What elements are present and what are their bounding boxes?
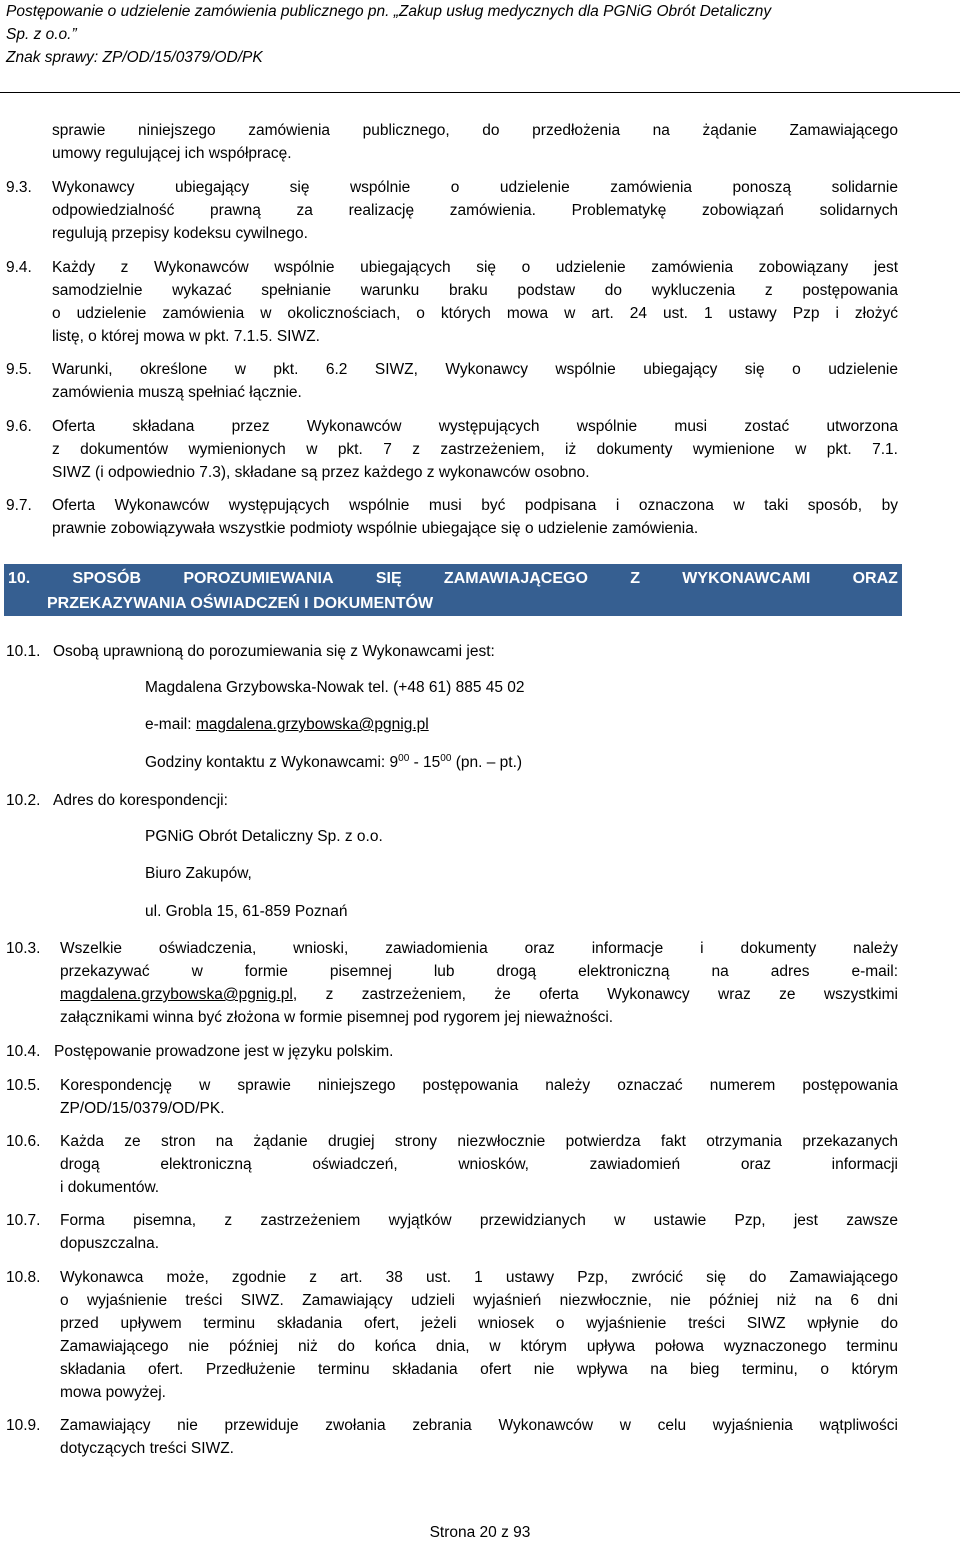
paragraph-number: 10.7. <box>6 1212 41 1229</box>
text-line: Każdy z Wykonawców wspólnie ubiegających się o udzielenie zamówienia zobowiązany jest <box>52 259 898 276</box>
email-label: e-mail: <box>145 716 196 733</box>
header-case-number: Znak sprawy: ZP/OD/15/0379/OD/PK <box>6 49 263 66</box>
header-title-line1: Postępowanie o udzielenie zamówienia publicznego pn. „Zakup usług medycznych dla PGNiG Obrót Detaliczny <box>6 3 772 20</box>
email-link[interactable]: magdalena.grzybowska@pgnig.pl <box>60 986 293 1003</box>
text-line: mowa powyżej. <box>60 1384 166 1401</box>
paragraph-number: 10.5. <box>6 1077 41 1094</box>
paragraph-10-3 <box>6 937 898 1029</box>
paragraph-9-3 <box>6 176 898 245</box>
paragraph-10-6 <box>6 1130 898 1199</box>
paragraph-number: 9.6. <box>6 418 32 435</box>
text-line: załącznikami winna być złożona w formie pisemnej pod rygorem jej nieważności. <box>60 1009 614 1026</box>
paragraph-9-6 <box>6 415 898 484</box>
paragraph-9-5 <box>6 358 898 404</box>
text-line: Warunki, określone w pkt. 6.2 SIWZ, Wykonawcy wspólnie ubiegający się o udzielenie <box>52 361 898 378</box>
text-line: z dokumentów wymienionych w pkt. 7 z zastrzeżeniem, iż dokumenty wymienione w pkt. 7.1. <box>52 441 898 458</box>
paragraph-number: 10.4. <box>6 1043 41 1060</box>
text-line: przed upływem terminu składania ofert, jeżeli wniosek o wyjaśnienie treści SIWZ wpłynie do <box>60 1315 898 1332</box>
text-line: i dokumentów. <box>60 1179 160 1196</box>
hours-superscript: 00 <box>398 753 410 764</box>
section-heading-10 <box>4 564 902 616</box>
paragraph-10-2 <box>6 789 898 812</box>
text-line: o wyjaśnienie treści SIWZ. Zamawiający udzieli wyjaśnień niezwłocznie, nie później niż na 6 dni <box>60 1292 898 1309</box>
text-line: Wykonawcy ubiegający się wspólnie o udzielenie zamówienia ponoszą solidarnie <box>52 179 898 196</box>
contact-name: Magdalena Grzybowska-Nowak tel. (+48 61) 885 45 02 <box>145 679 525 696</box>
section-heading-line2: PRZEKAZYWANIA OŚWIADCZEŃ I DOKUMENTÓW <box>47 595 434 612</box>
text-line: Zamawiający nie przewiduje zwołania zebrania Wykonawców w celu wyjaśnienia wątpliwości <box>60 1417 898 1434</box>
text-line: przekazywać w formie pisemnej lub drogą elektroniczną na adres e-mail: <box>60 963 898 980</box>
paragraph-number: 10.8. <box>6 1269 41 1286</box>
paragraph-number: 9.7. <box>6 497 32 514</box>
text-line: Oferta składana przez Wykonawców występujących wspólnie musi zostać utworzona <box>52 418 898 435</box>
text-line: odpowiedzialność prawną za realizację zamówienia. Problematykę zobowiązań solidarnych <box>52 202 898 219</box>
email-link[interactable]: magdalena.grzybowska@pgnig.pl <box>195 716 429 733</box>
paragraph-10-8 <box>6 1266 898 1404</box>
text-line: Osobą uprawnioną do porozumiewania się z Wykonawcami jest: <box>53 643 495 660</box>
address-line-3: ul. Grobla 15, 61-859 Poznań <box>145 903 348 920</box>
text-line: sprawie niniejszego zamówienia publicznego, do przedłożenia na żądanie Zamawiającego <box>52 122 898 139</box>
text-line: Każda ze stron na żądanie drugiej strony niezwłocznie potwierdza fakt otrzymania przekazanych <box>60 1133 898 1150</box>
heading-word: SIĘ <box>375 570 402 587</box>
contact-hours-line <box>145 751 885 774</box>
text-fragment: , z zastrzeżeniem, że oferta Wykonawcy wraz ze wszystkimi <box>292 986 898 1003</box>
text-line: Postępowanie prowadzone jest w języku polskim. <box>54 1043 394 1060</box>
document-header <box>6 0 956 69</box>
text-line: Forma pisemna, z zastrzeżeniem wyjątków przewidzianych w ustawie Pzp, jest zawsze <box>60 1212 898 1229</box>
paragraph-10-7 <box>6 1209 898 1255</box>
text-line: drogą elektroniczną oświadczeń, wniosków, zawiadomień oraz informacji <box>60 1156 898 1173</box>
paragraph-10-4 <box>6 1040 898 1063</box>
text-line: umowy regulującej ich współpracę. <box>52 145 292 162</box>
heading-word: SPOSÓB <box>72 570 142 587</box>
text-line: Wszelkie oświadczenia, wnioski, zawiadomienia oraz informacje i dokumenty należy <box>60 940 898 957</box>
text-line: prawnie zobowiązywała wszystkie podmioty wspólnie ubiegające się o udzielenie zamówienia. <box>52 520 699 537</box>
paragraph-10-5 <box>6 1074 898 1120</box>
text-line: dotyczących treści SIWZ. <box>60 1440 234 1457</box>
paragraph-number: 10.2. <box>6 792 41 809</box>
text-line: Zamawiającego nie później niż do końca dnia, w którym upływa połowa wyznaczonego terminu <box>60 1338 898 1355</box>
heading-word: Z <box>630 570 640 587</box>
text-line: Korespondencję w sprawie niniejszego postępowania należy oznaczać numerem postępowania <box>60 1077 898 1094</box>
hours-end: (pn. – pt.) <box>451 754 523 771</box>
text-line: dopuszczalna. <box>60 1235 160 1252</box>
paragraph-10-9 <box>6 1414 898 1460</box>
paragraph-number: 9.3. <box>6 179 32 196</box>
paragraph-9-7 <box>6 494 898 540</box>
text-line: zamówienia muszą spełniać łącznie. <box>52 384 302 401</box>
section-number: 10. <box>8 570 31 587</box>
hours-superscript: 00 <box>440 753 452 764</box>
text-line <box>60 983 898 1006</box>
text-line: Adres do korespondencji: <box>53 792 228 809</box>
paragraph-number: 10.3. <box>6 940 41 957</box>
text-line: składania ofert. Przedłużenie terminu składania ofert nie wpływa na bieg terminu, o którym <box>60 1361 898 1378</box>
text-line: Wykonawca może, zgodnie z art. 38 ust. 1 ustawy Pzp, zwrócić się do Zamawiającego <box>60 1269 898 1286</box>
paragraph-9-4 <box>6 256 898 348</box>
paragraph-number: 10.1. <box>6 643 41 660</box>
paragraph-number: 10.6. <box>6 1133 41 1150</box>
header-rule <box>0 92 960 93</box>
text-line: listę, o której mowa w pkt. 7.1.5. SIWZ. <box>52 328 320 345</box>
heading-word: ZAMAWIAJĄCEGO <box>443 570 588 587</box>
text-line: SIWZ (i odpowiednio 7.3), składane są przez każdego z wykonawców osobno. <box>52 464 590 481</box>
page-number: Strona 20 z 93 <box>429 1524 531 1541</box>
paragraph-number: 9.4. <box>6 259 32 276</box>
paragraph-number: 9.5. <box>6 361 32 378</box>
text-line: samodzielnie wykazać spełnianie warunku braku podstaw do wykluczenia z postępowania <box>52 282 898 299</box>
heading-word: ORAZ <box>852 570 898 587</box>
contact-email-line <box>145 713 885 736</box>
heading-word: POROZUMIEWANIA <box>183 570 334 587</box>
heading-word: WYKONAWCAMI <box>682 570 811 587</box>
paragraph-number: 10.9. <box>6 1417 41 1434</box>
text-line: ZP/OD/15/0379/OD/PK. <box>60 1100 225 1117</box>
address-line-1: PGNiG Obrót Detaliczny Sp. z o.o. <box>145 828 383 845</box>
paragraph-continuation <box>52 119 898 165</box>
address-line-2: Biuro Zakupów, <box>145 865 252 882</box>
text-line: o udzielenie zamówienia w okolicznościach, o których mowa w art. 24 ust. 1 ustawy Pzp i złożyć <box>52 305 898 322</box>
text-line: regulują przepisy kodeksu cywilnego. <box>52 225 308 242</box>
text-line: Oferta Wykonawców występujących wspólnie musi być podpisana i oznaczona w taki sposób, by <box>52 497 898 514</box>
hours-mid: - 15 <box>409 754 441 771</box>
header-title-line2: Sp. z o.o.” <box>6 26 77 43</box>
hours-label: Godziny kontaktu z Wykonawcami: 9 <box>145 754 399 771</box>
paragraph-10-1 <box>6 640 898 663</box>
